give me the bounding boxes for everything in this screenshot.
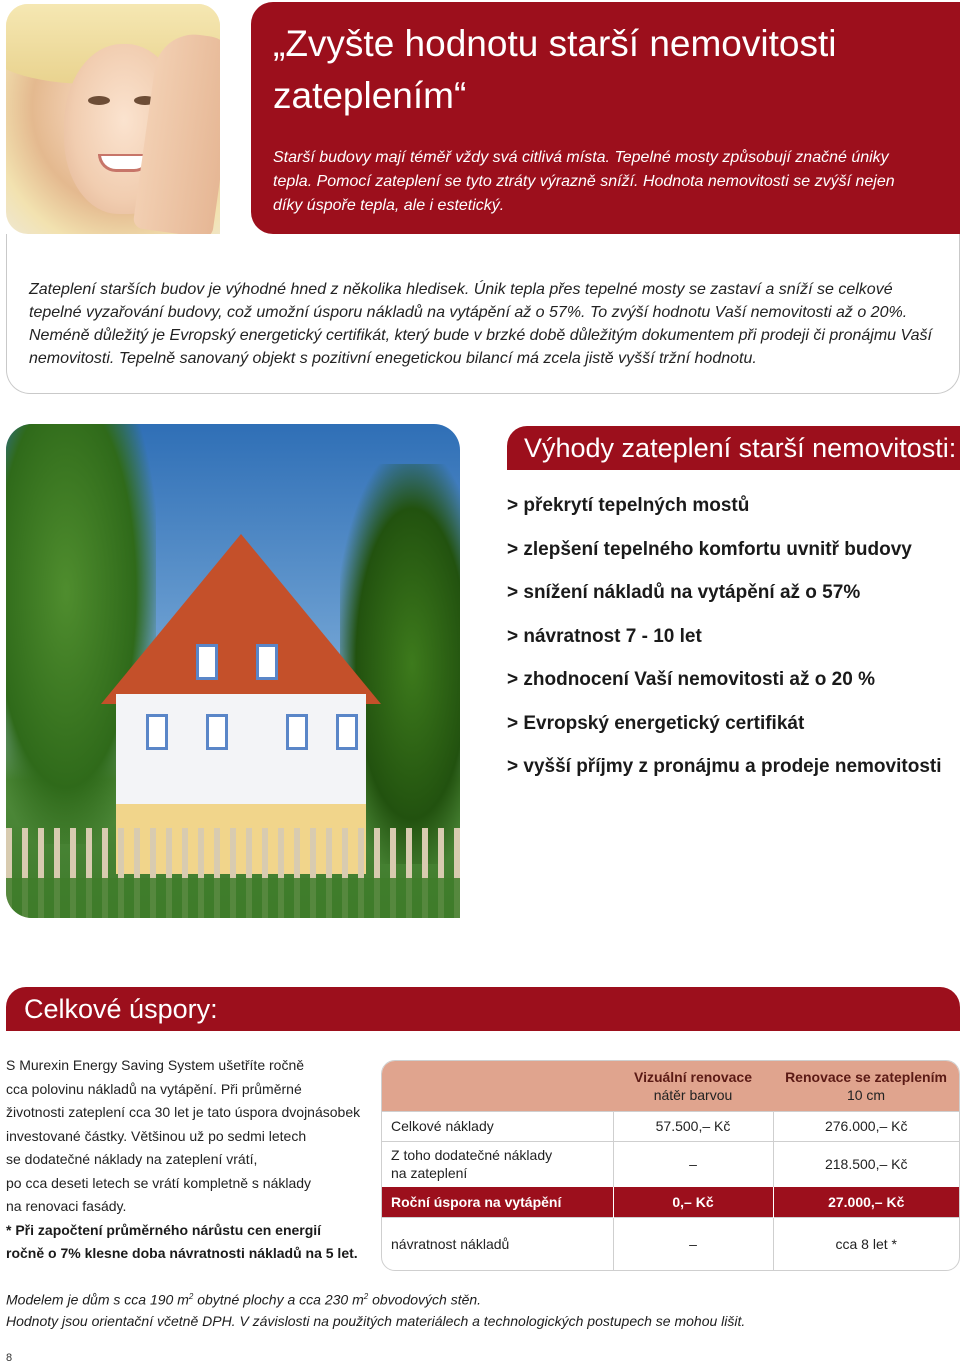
col-visual-sub: nátěr barvou [653,1087,733,1103]
benefit-item: > Evropský energetický certifikát [507,712,805,734]
savings-line: cca polovinu nákladů na vytápění. Při průměrné [6,1080,302,1097]
portrait-photo [6,4,220,234]
row-value: 57.500,– Kč [613,1111,773,1141]
row-label [382,1141,613,1187]
table-row [382,1217,959,1271]
savings-line: investované částky. Většinou už po sedmi letech [6,1127,307,1144]
savings-title: Celkové úspory: [6,987,960,1031]
row-label-line: na zateplení [391,1165,468,1182]
row-value: 27.000,– Kč [773,1187,959,1217]
row-value: 276.000,– Kč [773,1111,959,1141]
house-photo [6,424,460,918]
savings-note: ročně o 7% klesne doba návratnosti nákladů na 5 let. [6,1245,358,1261]
col-visual-title: Vizuální renovace [633,1069,752,1085]
row-label: Roční úspora na vytápění [382,1187,613,1217]
benefits-list [507,490,957,795]
row-value: 218.500,– Kč [773,1141,959,1187]
row-value: cca 8 let * [773,1217,959,1271]
benefits-title: Výhody zateplení starší nemovitosti: [507,426,960,470]
row-label: návratnost nákladů [382,1217,613,1271]
table-row [382,1141,959,1187]
table-header-insulation [773,1061,959,1111]
benefit-item: > zlepšení tepelného komfortu uvnitř budovy [507,538,912,560]
savings-line: S Murexin Energy Saving System ušetříte ročně [6,1057,305,1073]
benefit-item: > překrytí tepelných mostů [507,495,750,516]
savings-line: na renovaci fasády. [6,1198,127,1214]
table-row-highlight [382,1187,959,1217]
row-label: Celkové náklady [382,1111,613,1141]
intro-text: Zateplení starších budov je výhodné hned z několika hledisek. Únik tepla přes tepelné mosty se zastaví a sníží se celkové tepelné vyzařování budovy, což umožní úsporu nákladů na vytápění až o 57%. To zvýší hodnotu Vaší nemovitosti až o 20%. Neméně důležitý je Evropský energetický certifikát, který bude v brzké době důležitým dokumentem při prodeji či pronájmu Vaší nemovitosti. Tepelně sanovaný objekt s pozitivní enegetickou bilancí má zcela jistě vyšší tržní hodnotu. [29,281,932,367]
savings-line: životnosti zateplení cca 30 let je tato úspora dvojnásobek [6,1104,361,1120]
table-header-empty [382,1061,613,1111]
footnote-line-1: Modelem je dům s cca 190 $m^2$ obytné plochy a cca 230 $m^2$ obvodových stěn. [6,1291,482,1308]
header-lead: Starší budovy mají téměř vždy svá citlivá místa. Tepelné mosty způsobují značné úniky tepla. Pomocí zateplení se tyto ztráty výrazně sníží. Hodnota nemovitosti se zvýší nejen díky úspoře tepla, ale i estetický. [273,149,895,214]
col-insulation-title: Renovace se zateplením [785,1069,947,1085]
page-title: „Zvyšte hodnotu starší nemovitosti zateplením“ [273,23,837,116]
benefit-item: > návratnost 7 - 10 let [507,625,702,647]
benefit-item: > vyšší příjmy z pronájmu a prodeje nemovitosti [507,756,942,777]
footnote-line-2: Hodnoty jsou orientační včetně DPH. V závislosti na použitých materiálech a technologických postupech se mohou lišit. [6,1312,746,1329]
savings-line: po cca deseti letech se vrátí kompletně s náklady [6,1174,312,1191]
table-row [382,1111,959,1141]
page-number: 8 [6,1352,13,1364]
row-value: 0,– Kč [613,1187,773,1217]
row-value: – [613,1141,773,1187]
col-insulation-sub: 10 cm [846,1087,886,1103]
cost-table [381,1060,960,1271]
benefit-item: > zhodnocení Vaší nemovitosti až o 20 % [507,669,875,690]
header-banner [251,2,960,234]
row-value: – [613,1217,773,1271]
footnote [6,1286,906,1332]
table-header-visual [613,1061,773,1111]
savings-line: se dodatečné náklady na zateplení vrátí, [6,1151,258,1167]
savings-note: * Při započtení průměrného nárůstu cen energií [6,1221,322,1238]
row-label-line: Z toho dodatečné náklady [391,1147,553,1164]
benefit-item: > snížení nákladů na vytápění až o 57% [507,582,861,603]
savings-text [6,1054,366,1266]
intro-box [6,234,960,394]
